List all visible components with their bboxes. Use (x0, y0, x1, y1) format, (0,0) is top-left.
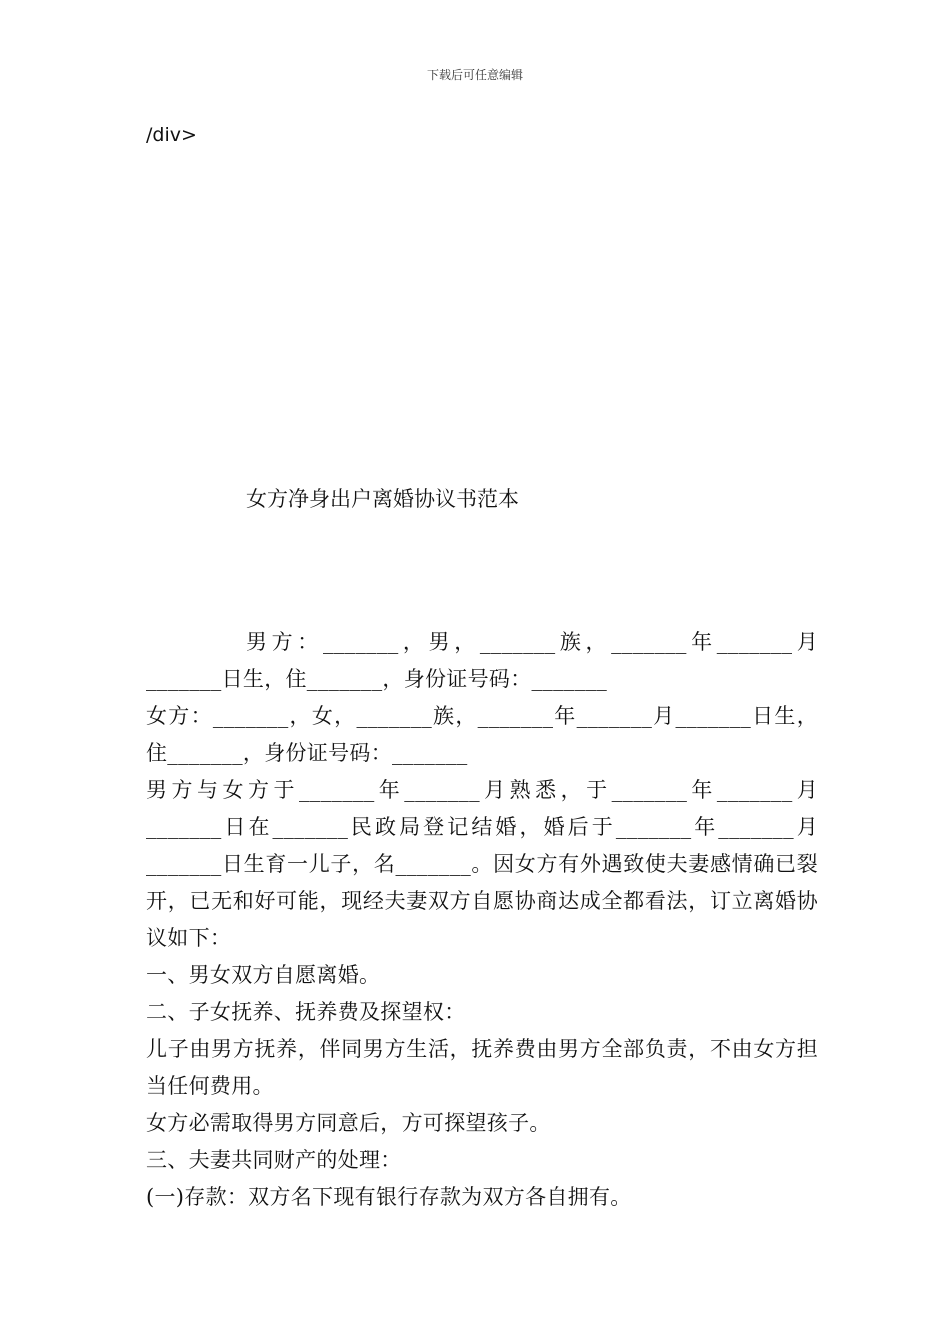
paragraph-female-party: 女方：_______，女，_______族，_______年_______月_______日生，住_______，身份证号码：_______ (146, 704, 818, 765)
paragraph-clause-1: 一、男女双方自愿离婚。 (146, 963, 381, 987)
paragraph-child-custody: 儿子由男方抚养，伴同男方生活，抚养费由男方全部负责，不由女方担当任何费用。 (146, 1037, 818, 1098)
page-header-note: 下载后可任意编辑 (426, 68, 523, 82)
document-title: 女方净身出户离婚协议书范本 (246, 487, 519, 511)
paragraph-male-party: 男方：_______，男，_______族，_______年_______月_______日生，住_______，身份证号码：_______ (146, 630, 818, 691)
paragraph-clause-3-heading: 三、夫妻共同财产的处理： (146, 1148, 402, 1172)
paragraph-visitation: 女方必需取得男方同意后，方可探望孩子。 (146, 1111, 551, 1135)
paragraph-marriage-background: 男方与女方于_______年_______月熟悉，于_______年_______月_______日在_______民政局登记结婚，婚后于_______年_______月_______日生育一儿子，名_______。因女方有外遇致使夫妻感情确已裂开，已无和好可能，现经夫妻双方自愿协商达成全都看法，订立离婚协议如下： (146, 778, 818, 950)
document-body (146, 624, 818, 1216)
stray-html-tag-text: /div> (146, 124, 197, 146)
paragraph-clause-2-heading: 二、子女抚养、抚养费及探望权： (146, 1000, 466, 1024)
paragraph-savings: (一)存款：双方名下现有银行存款为双方各自拥有。 (146, 1185, 632, 1209)
